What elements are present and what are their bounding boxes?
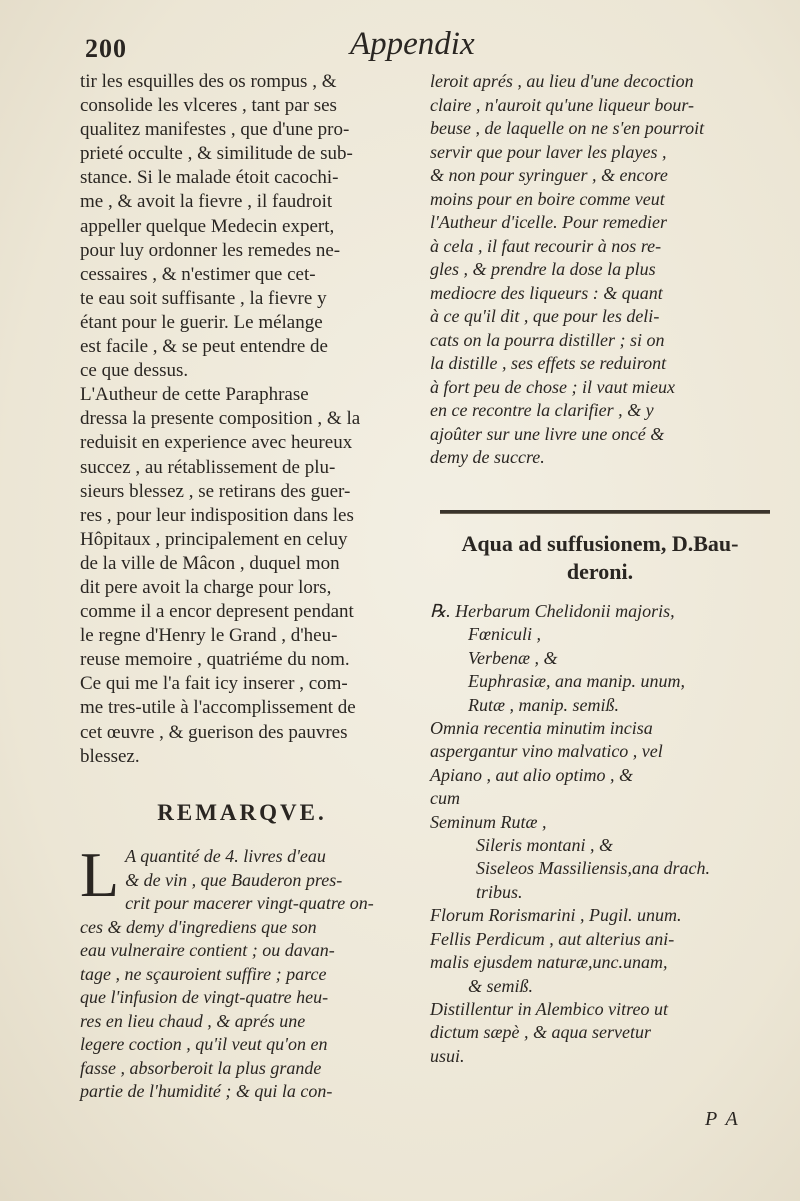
right-column (430, 70, 770, 470)
text-line: en ce recontre la clarifier , & y (430, 400, 654, 420)
text-line: dit pere avoit la charge pour lors, (80, 576, 332, 598)
recipe-line: tribus. (476, 881, 523, 902)
recipe-line: Verbenæ , & (468, 647, 558, 668)
recipe-line: Sileris montani , & (476, 835, 614, 856)
text-line: à cela , il faut recourir à nos re- (430, 235, 662, 256)
text-line: blessez. (80, 745, 140, 767)
text-line: reuse memoire , quatriéme du nom. (80, 649, 350, 671)
aqua-heading-line2: deroni. (566, 559, 634, 584)
text-line: ce que dessus. (80, 360, 189, 382)
text-line: que l'infusion de vingt-quatre heu- (80, 987, 329, 1007)
remarque-heading: REMARQVE. (157, 800, 327, 825)
text-line: leroit aprés , au lieu d'une decoction (430, 71, 694, 91)
recipe-line: dictum sæpè , & aqua servetur (430, 1022, 651, 1043)
remarque-body (80, 839, 404, 1104)
text-line: cet œuvre , & guerison des pauvres (80, 721, 348, 743)
recipe-line: Omnia recentia minutim incisa (430, 718, 653, 739)
text-line: me tres-utile à l'accomplissement de (80, 697, 356, 719)
recipe-line: Fœniculi , (468, 624, 541, 645)
text-line: fasse , absorberoit la plus grande (80, 1057, 322, 1078)
text-line: & non pour syringuer , & encore (430, 165, 668, 185)
text-line: stance. Si le malade étoit cacochi- (80, 167, 339, 189)
running-head: Appendix (350, 26, 475, 62)
text-line: comme il a encor depresent pendant (80, 601, 354, 623)
text-line: ajoûter sur une livre une oncé & (430, 423, 665, 444)
aqua-heading (430, 530, 770, 586)
recipe-line: Apiano , aut alio optimo , & (430, 764, 634, 785)
text-line: moins pour en boire comme veut (430, 188, 665, 209)
recipe-line: Rutæ , manip. semiß. (468, 694, 619, 715)
text-line: consolide les vlceres , tant par ses (80, 95, 337, 117)
text-line: est facile , & se peut entendre de (80, 336, 328, 358)
text-line: tir les esquilles des os rompus , & (80, 71, 337, 92)
text-line: crit pour macerer vingt-quatre on- (125, 893, 374, 913)
text-line: legere coction , qu'il veut qu'on en (80, 1034, 328, 1054)
catchword: P A (705, 1108, 740, 1130)
text-line: beuse , de laquelle on ne s'en pourroit (430, 118, 705, 138)
recipe-list (430, 600, 775, 1068)
text-line: sieurs blessez , se retirans des guer- (80, 480, 351, 502)
recipe-line: Fellis Perdicum , aut alterius ani- (430, 928, 675, 949)
text-line: reduisit en experience avec heureux (80, 432, 353, 454)
text-line: succez , au rétablissement de plu- (80, 456, 336, 478)
left-column-text (80, 70, 404, 769)
page-number: 200 (85, 34, 127, 63)
text-line: demy de succre. (430, 447, 545, 467)
text-line: & de vin , que Bauderon pres- (125, 869, 343, 890)
text-line: appeller quelque Medecin expert, (80, 215, 335, 237)
text-line: prieté occulte , & similitude de sub- (80, 143, 353, 165)
remarque-text (80, 839, 404, 1104)
text-line: cats on la pourra distiller ; si on (430, 329, 665, 350)
recipe-line: usui. (430, 1045, 465, 1066)
text-line: la distille , ses effets se reduiront (430, 353, 667, 373)
section-divider (440, 510, 770, 514)
text-line: Ce qui me l'a fait icy inserer , com- (80, 673, 348, 695)
text-line: claire , n'auroit qu'une liqueur bour- (430, 94, 694, 115)
recipe-line: & semiß. (468, 975, 533, 996)
recipe-line: Distillentur in Alembico vitreo ut (430, 998, 668, 1019)
recipe-line: aspergantur vino malvatico , vel (430, 741, 663, 762)
left-column (80, 70, 404, 769)
recipe-line: Florum Rorismarini , Pugil. unum. (430, 905, 682, 926)
page-header (0, 22, 800, 70)
recipe-line: ℞. Herbarum Chelidonii majoris, (430, 601, 675, 621)
recipe-line: Siseleos Massiliensis,ana drach. (476, 858, 710, 879)
right-column-text (430, 70, 770, 470)
text-line: dressa la presente composition , & la (80, 408, 361, 430)
text-line: Hôpitaux , principalement en celuy (80, 528, 348, 550)
recipe-line: Euphrasiæ, ana manip. unum, (468, 671, 686, 692)
recipe-line: cum (430, 788, 460, 809)
text-line: eau vulneraire contient ; ou davan- (80, 940, 335, 960)
text-line: de la ville de Mâcon , duquel mon (80, 552, 340, 574)
text-line: ces & demy d'ingrediens que son (80, 916, 317, 937)
text-line: servir que pour laver les playes , (430, 141, 667, 162)
text-line: me , & avoit la fievre , il faudroit (80, 191, 333, 213)
aqua-heading-line1: Aqua ad suffusionem, D.Bau- (461, 531, 739, 556)
text-line: tage , ne sçauroient suffire ; parce (80, 963, 327, 984)
text-line: res en lieu chaud , & aprés une (80, 1010, 306, 1031)
text-line: qualitez manifestes , que d'une pro- (80, 119, 350, 141)
text-line: étant pour le guerir. Le mélange (80, 311, 323, 333)
text-line: l'Autheur d'icelle. Pour remedier (430, 212, 667, 232)
text-line: pour luy ordonner les remedes ne- (80, 239, 341, 261)
text-line: mediocre des liqueurs : & quant (430, 282, 663, 303)
text-line: te eau soit suffisante , la fievre y (80, 287, 327, 309)
text-line: partie de l'humidité ; & qui la con- (80, 1081, 333, 1101)
text-line: A quantité de 4. livres d'eau (125, 846, 326, 866)
recipe-line: malis ejusdem naturæ,unc.unam, (430, 952, 668, 973)
text-line: res , pour leur indisposition dans les (80, 504, 354, 526)
drop-cap: L (80, 839, 120, 910)
recipe-line: Seminum Rutæ , (430, 811, 547, 832)
text-line: gles , & prendre la dose la plus (430, 259, 656, 279)
text-line: à fort peu de chose ; il vaut mieux (430, 376, 675, 397)
text-line: le regne d'Henry le Grand , d'heu- (80, 625, 338, 647)
text-line: cessaires , & n'estimer que cet- (80, 263, 316, 285)
text-line: à ce qu'il dit , que pour les deli- (430, 306, 660, 326)
text-line: L'Autheur de cette Paraphrase (80, 384, 309, 406)
